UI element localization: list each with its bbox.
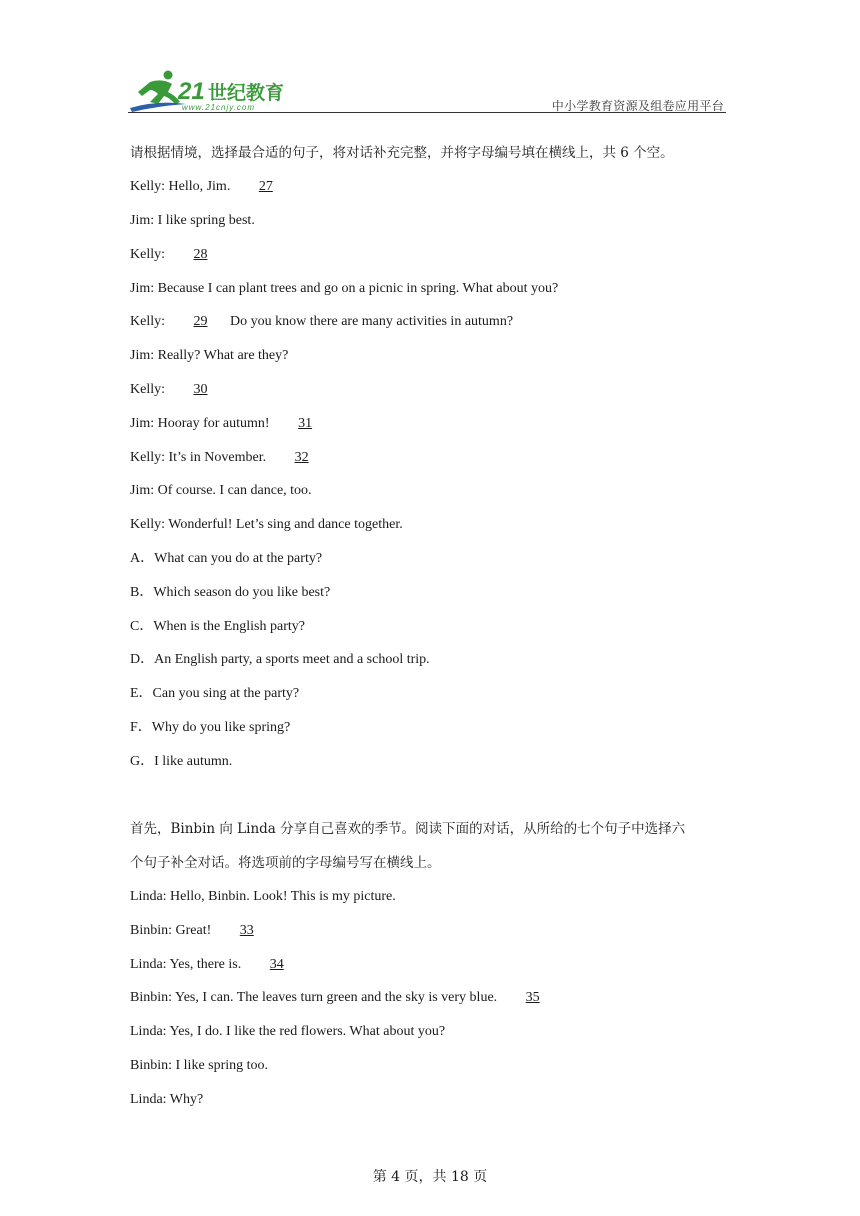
page-number: 第 4 页，共 18 页 (372, 1169, 488, 1185)
dialogue-line (130, 921, 273, 941)
section2-instruction-line1: 首先，Binbin 向 Linda 分享自己喜欢的季节。阅读下面的对话，从所给的七个句子中选择六 (130, 821, 686, 837)
dialogue-text: Kelly: (130, 314, 169, 329)
header-platform-text: 中小学教育资源及组卷应用平台 (551, 99, 724, 113)
answer-blank[interactable]: 28 (193, 247, 208, 262)
option-item: C．When is the English party? (130, 619, 305, 634)
answer-blank[interactable]: 35 (525, 990, 540, 1005)
option-item: A．What can you do at the party? (130, 551, 323, 566)
dialogue-text: Kelly: (130, 382, 169, 397)
dialogue-text-after: Do you know there are many activities in autumn? (226, 314, 514, 329)
dialogue-line: Linda: Hello, Binbin. Look! This is my picture. (130, 889, 396, 904)
answer-blank[interactable]: 32 (294, 450, 309, 465)
section2-instruction-line2: 个句子补全对话。将选项前的字母编号写在横线上。 (130, 855, 441, 871)
dialogue-text: Binbin: Yes, I can. The leaves turn green and the sky is very blue. (130, 990, 501, 1005)
dialogue-line: Jim: I like spring best. (130, 213, 255, 228)
answer-blank[interactable]: 30 (193, 382, 208, 397)
dialogue-line: Jim: Because I can plant trees and go on a picnic in spring. What about you? (130, 281, 559, 296)
answer-blank[interactable]: 27 (258, 179, 273, 194)
option-item: B．Which season do you like best? (130, 585, 331, 600)
dialogue-line: Linda: Yes, I do. I like the red flowers. What about you? (130, 1024, 446, 1039)
option-item: D．An English party, a sports meet and a school trip. (130, 652, 430, 667)
dialogue-line: Jim: Of course. I can dance, too. (130, 483, 312, 498)
answer-blank[interactable]: 34 (269, 957, 284, 972)
dialogue-text: Kelly: Hello, Jim. (130, 179, 234, 194)
section1-instruction: 请根据情境，选择最合适的句子，将对话补充完整，并将字母编号填在横线上，共 6 个空。 (130, 145, 674, 161)
dialogue-line (130, 448, 328, 468)
logo-21cnjy (128, 68, 298, 114)
header-divider (128, 112, 726, 113)
dialogue-line (130, 988, 559, 1008)
dialogue-text: Jim: Hooray for autumn! (130, 416, 274, 431)
dialogue-line: Jim: Really? What are they? (130, 348, 289, 363)
dialogue-text: Kelly: It’s in November. (130, 450, 270, 465)
dialogue-line (130, 380, 227, 400)
dialogue-line (130, 414, 331, 434)
dialogue-line (130, 955, 303, 975)
option-item: E．Can you sing at the party? (130, 686, 300, 701)
answer-blank[interactable]: 29 (193, 314, 208, 329)
dialogue-line: Kelly: Wonderful! Let’s sing and dance together. (130, 517, 403, 532)
logo-text: 21 (178, 78, 205, 105)
logo-url: www.21cnjy.com (182, 103, 255, 112)
page-header (128, 68, 726, 114)
answer-blank[interactable]: 31 (298, 416, 313, 431)
dialogue-line: Binbin: I like spring too. (130, 1058, 269, 1073)
dialogue-text: Binbin: Great! (130, 923, 215, 938)
dialogue-line (130, 245, 227, 265)
answer-blank[interactable]: 33 (239, 923, 254, 938)
dialogue-text: Linda: Yes, there is. (130, 957, 245, 972)
logo-text-cn: 世纪教育 (208, 82, 285, 104)
dialogue-text: Kelly: (130, 247, 169, 262)
option-item: G．I like autumn. (130, 754, 233, 769)
dialogue-line: Linda: Why? (130, 1092, 204, 1107)
option-item: F．Why do you like spring? (130, 720, 291, 735)
dialogue-line (130, 312, 513, 332)
dialogue-line (130, 177, 292, 197)
